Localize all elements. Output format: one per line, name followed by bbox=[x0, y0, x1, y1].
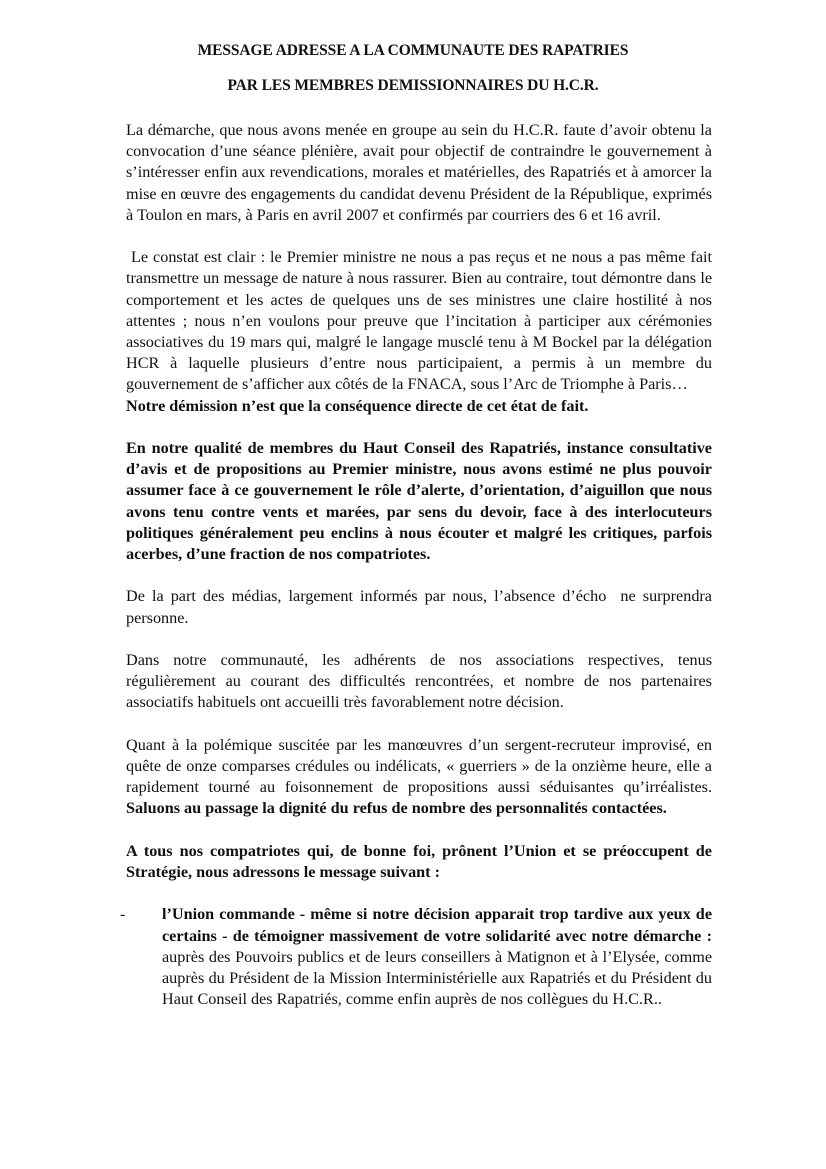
paragraph-qualite-membres: En notre qualité de membres du Haut Conseil des Rapatriés, instance consultative d’avis et de propositions au Premier ministre, nous avons estimé ne plus pouvoir assumer face à ce gouvernement le rôle d’alerte, d’orientation, d’aiguillon que nous avons tenu contre vents et marées, par sens du devoir, face à des interlocuteurs politiques généralement peu enclins à nous écouter et malgré les critiques, parfois acerbes, d’une fraction de nos compatriotes. bbox=[126, 439, 712, 564]
paragraph-message-compatriotes: A tous nos compatriotes qui, de bonne foi, prônent l’Union et se préoccupent de Stratégie, nous adressons le message suivant : bbox=[126, 841, 712, 882]
title-line-1: MESSAGE ADRESSE A LA COMMUNAUTE DES RAPATRIES bbox=[197, 42, 629, 59]
paragraph-communaute: Dans notre communauté, les adhérents de nos associations respectives, tenus régulièrement au courant des difficultés rencontrées, et nombre de nos partenaires associatifs habituels ont accueilli très favorablement notre décision. bbox=[126, 651, 712, 712]
paragraph-polemique bbox=[126, 735, 712, 820]
paragraph-demarche: La démarche, que nous avons menée en groupe au sein du H.C.R. faute d’avoir obtenu la convocation d’une séance plénière, avait pour objectif de contraindre le gouvernement à s’intéresser enfin aux revendications, morales et matérielles, des Rapatriés et à amorcer la mise en œuvre des engagements du candidat devenu Président de la République, exprimés à Toulon en mars, à Paris en avril 2007 et confirmés par courriers des 6 et 16 avril. bbox=[126, 121, 712, 224]
document-body bbox=[120, 120, 717, 1010]
document-title bbox=[0, 40, 826, 110]
list-item-text: auprès des Pouvoirs publics et de leurs conseillers à Matignon et à l’Elysée, comme auprès du Président de la Mission Interministérielle aux Rapatriés et du Président du Haut Conseil des Rapatriés, comme enfin auprès de nos collègues du H.C.R.. bbox=[162, 947, 712, 1009]
list-dash-marker: - bbox=[120, 905, 126, 924]
paragraph-constat: Le constat est clair : le Premier ministre ne nous a pas reçus et ne nous a pas même fait transmettre un message de nature à nous rassurer. Bien au contraire, tout démontre dans le comportement et les actes de quelques uns de ses ministres une claire hostilité à nos attentes ; nous n’en voulons pour preuve que l’incitation à participer aux cérémonies associatives du 19 mars qui, malgré le langage musclé tenu à M Bockel par la délégation HCR à laquelle plusieurs d’entre nous participaient, a permis à un membre du gouvernement de s’afficher aux côtés de la FNACA, sous l’Arc de Triomphe à Paris… bbox=[126, 248, 717, 394]
paragraph-demission-statement: Notre démission n’est que la conséquence directe de cet état de fait. bbox=[126, 396, 589, 415]
title-line-2: PAR LES MEMBRES DEMISSIONNAIRES DU H.C.R. bbox=[227, 77, 599, 94]
polemique-bold-text: Saluons au passage la dignité du refus de nombre des personnalités contactées. bbox=[126, 799, 667, 818]
list-item-bold-text: l’Union commande - même si notre décision apparait trop tardive aux yeux de certains - de témoigner massivement de votre solidarité avec notre démarche : bbox=[162, 905, 712, 945]
message-list bbox=[120, 904, 712, 1010]
paragraph-medias: De la part des médias, largement informés par nous, l’absence d’écho ne surprendra personne. bbox=[126, 587, 717, 627]
polemique-text: Quant à la polémique suscitée par les manœuvres d’un sergent-recruteur improvisé, en quête de onze comparses crédules ou indélicats, « guerriers » de la onzième heure, elle a rapidement tourné au foisonnement de propositions aussi séduisantes qu’irréalistes. bbox=[126, 735, 712, 797]
list-item bbox=[120, 904, 712, 1010]
